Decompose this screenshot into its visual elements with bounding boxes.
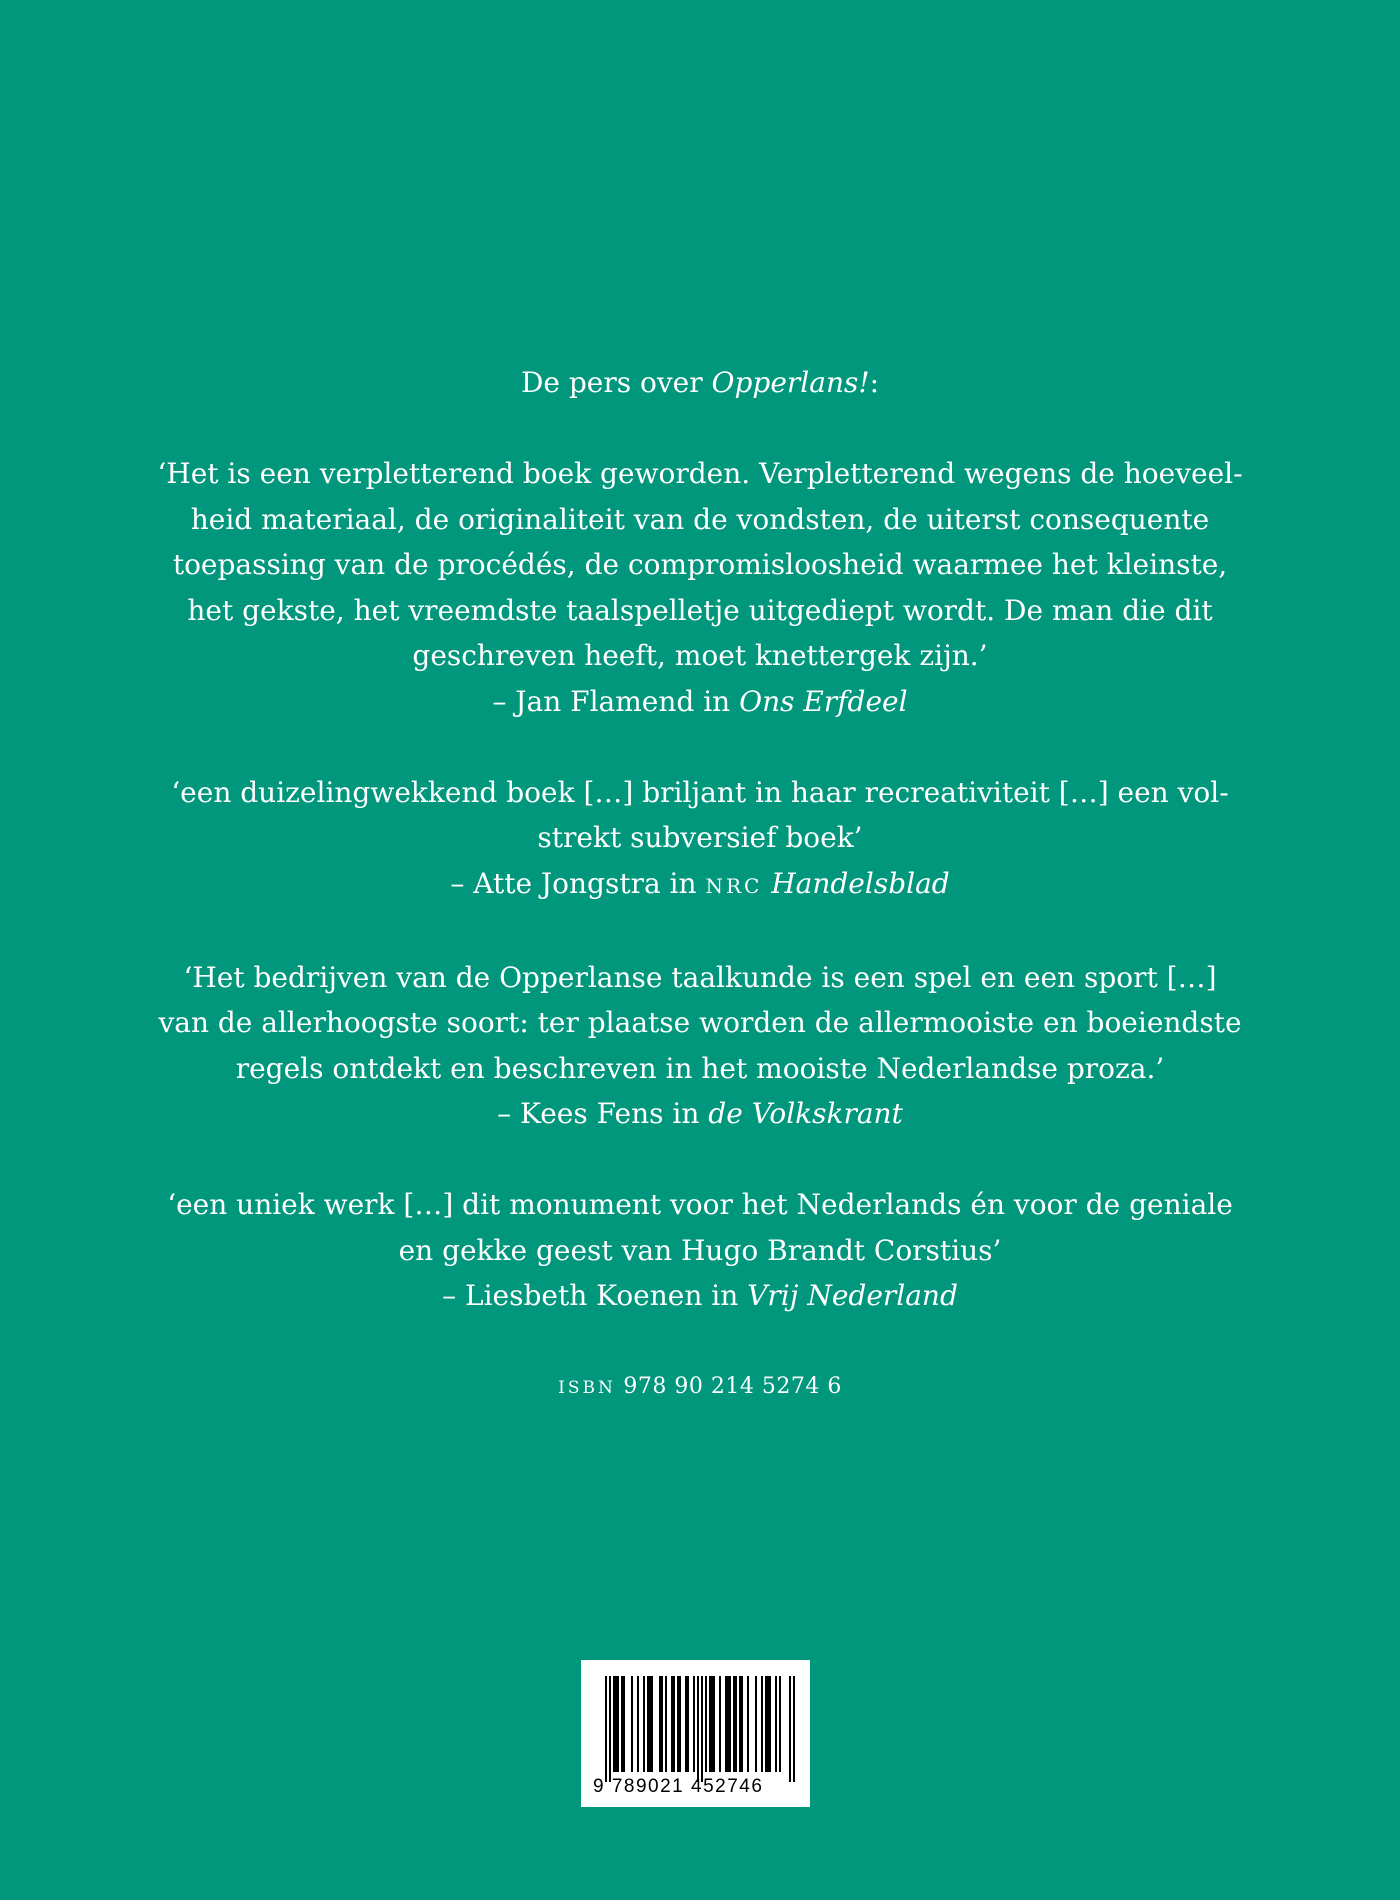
review-attribution	[150, 679, 1250, 725]
barcode-bar	[665, 1676, 667, 1772]
barcode-bar	[615, 1676, 617, 1772]
review-attribution	[150, 1273, 1250, 1319]
barcode-bar	[711, 1676, 713, 1772]
barcode-bar	[747, 1676, 749, 1772]
press-text-block	[150, 360, 1250, 1412]
barcode-bar	[713, 1676, 715, 1772]
barcode-bar	[767, 1676, 769, 1772]
heading-suffix: :	[869, 366, 880, 399]
barcode-bar	[733, 1676, 735, 1772]
barcode-bar	[719, 1676, 721, 1772]
review-4	[150, 1182, 1250, 1319]
barcode-bar	[679, 1676, 681, 1772]
barcode-bar	[685, 1676, 687, 1772]
quote-line: het gekste, het vreemdste taalspelletje uitgediept wordt. De man die dit	[187, 593, 1213, 627]
review-source: Ons Erfdeel	[739, 684, 908, 718]
barcode-bar	[651, 1676, 653, 1772]
review-1	[150, 451, 1250, 724]
barcode-bar	[617, 1676, 619, 1772]
quote-line: ‘Het bedrijven van de Opperlanse taalkunde is een spel en een sport […]	[183, 960, 1217, 994]
barcode-bar	[755, 1676, 757, 1772]
barcode-bar	[643, 1676, 645, 1772]
barcode-bar	[671, 1676, 673, 1772]
review-attribution	[150, 861, 1250, 910]
quote-line: toepassing van de procédés, de compromisloosheid waarmee het kleinste,	[172, 548, 1228, 581]
barcode-bar	[677, 1676, 679, 1772]
quote-line: strekt subversief boek’	[537, 821, 863, 854]
reviewer: – Jan Flamend in	[492, 684, 740, 718]
book-title: Opperlans!	[711, 366, 870, 399]
quote-line: ‘een uniek werk […] dit monument voor het Nederlands én voor de geniale	[167, 1188, 1233, 1221]
barcode-bar	[613, 1676, 615, 1772]
reviewer: – Kees Fens in	[497, 1097, 709, 1130]
review-source-prefix: NRC	[705, 873, 763, 898]
barcode-bar	[789, 1676, 791, 1782]
barcode-bar	[647, 1676, 649, 1772]
press-heading	[150, 360, 1250, 406]
barcode-bar	[687, 1676, 689, 1772]
barcode-bar	[741, 1676, 743, 1772]
review-attribution	[150, 1091, 1250, 1137]
barcode-bar	[701, 1676, 703, 1782]
reviewer: – Liesbeth Koenen in	[442, 1279, 748, 1312]
barcode-bar	[693, 1676, 695, 1772]
barcode-bar	[659, 1676, 661, 1772]
barcode-bar	[769, 1676, 771, 1772]
barcode-bar	[661, 1676, 663, 1772]
barcode-bar	[793, 1676, 795, 1782]
review-2	[150, 770, 1250, 910]
barcode-bar	[673, 1676, 675, 1772]
barcode-digits: 9 789021 452746	[593, 1776, 764, 1797]
review-source: Handelsblad	[762, 866, 950, 900]
barcode-bar	[621, 1676, 623, 1772]
barcode-bar	[605, 1676, 607, 1782]
barcode-bar	[697, 1676, 699, 1782]
barcode-bar	[631, 1676, 633, 1772]
barcode	[581, 1660, 810, 1807]
quote-line: ‘een duizelingwekkend boek […] briljant in haar recreativiteit […] een vol-	[171, 775, 1229, 809]
isbn-number: 978 90 214 5274 6	[615, 1374, 842, 1399]
review-3	[150, 955, 1250, 1137]
quote-line: en gekke geest van Hugo Brandt Corstius’	[398, 1233, 1002, 1267]
isbn-prefix: ISBN	[558, 1378, 616, 1398]
barcode-bar	[729, 1676, 731, 1772]
barcode-bar	[739, 1676, 741, 1772]
barcode-bar	[727, 1676, 729, 1772]
barcode-bar	[725, 1676, 727, 1772]
quote-line: ‘Het is een verpletterend boek geworden. Verpletterend wegens de hoeveel-	[157, 457, 1243, 490]
barcode-bar	[705, 1676, 707, 1772]
heading-prefix: De pers over	[520, 366, 712, 399]
isbn-line	[150, 1364, 1250, 1412]
barcode-bar	[761, 1676, 763, 1772]
reviewer: – Atte Jongstra in	[450, 866, 706, 900]
review-source: Vrij Nederland	[747, 1279, 958, 1312]
barcode-bar	[709, 1676, 711, 1772]
barcode-bar	[649, 1676, 651, 1772]
quote-line: regels ontdekt en beschreven in het mooiste Nederlandse proza.’	[235, 1051, 1165, 1085]
barcode-bar	[735, 1676, 737, 1772]
quote-line: van de allerhoogste soort: ter plaatse worden de allermooiste en boeiendste	[158, 1006, 1242, 1039]
quote-line: heid materiaal, de originaliteit van de vondsten, de uiterst consequente	[190, 502, 1210, 536]
barcode-bar	[765, 1676, 767, 1772]
review-source: de Volkskrant	[708, 1097, 903, 1130]
barcode-bar	[623, 1676, 625, 1772]
barcode-bar	[637, 1676, 639, 1772]
barcode-bar	[779, 1676, 781, 1772]
quote-line: geschreven heeft, moet knettergek zijn.’	[412, 639, 988, 672]
barcode-bar	[775, 1676, 777, 1772]
barcode-bar	[609, 1676, 611, 1782]
